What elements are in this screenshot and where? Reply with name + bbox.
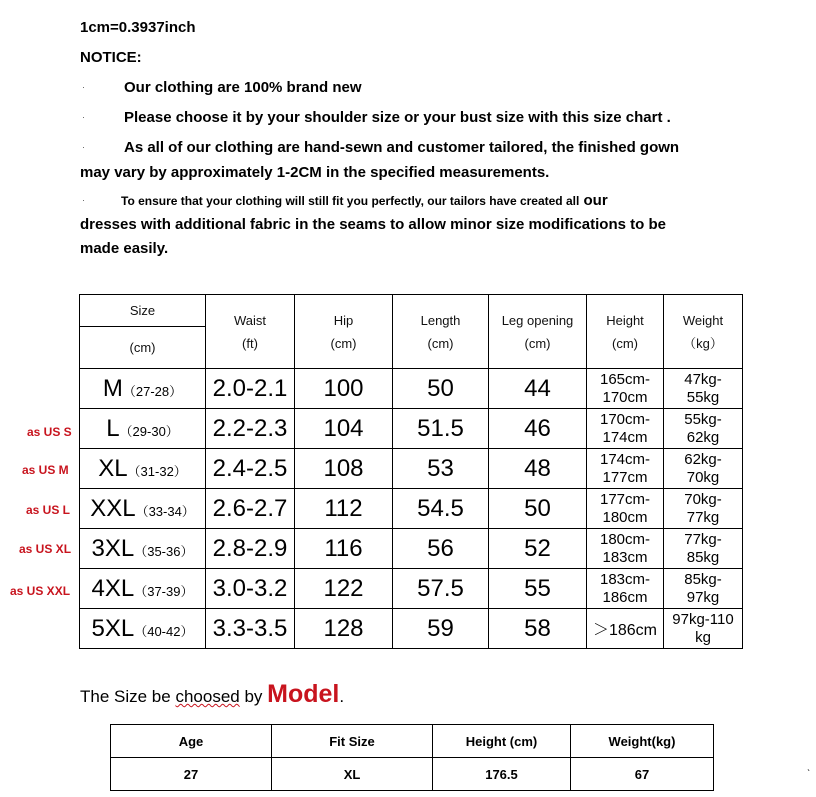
notice-line-1: Our clothing are 100% brand new [124,79,362,96]
us-size-label: as US XL [19,542,72,556]
bullet: · [82,142,85,152]
waist-cell: 2.8-2.9 [206,529,295,569]
height-cell [587,369,664,409]
height-to: 170cm [602,388,648,406]
us-size-label: as US XXL [10,584,71,598]
notice-line-4a-small: To ensure that your clothing will still fit you perfectly, our tailors have created all [121,194,580,208]
height-to: 186cm [602,588,648,606]
us-size-label: as US L [26,503,71,517]
leg-opening-cell: 44 [489,369,587,409]
weight-to: 55kg [686,388,720,406]
height-from: 170cm- [599,410,651,428]
height-cell [587,409,664,449]
weight-from: 55kg- [684,410,722,428]
length-cell: 56 [393,529,489,569]
weight-cell [664,569,743,609]
header-leg-unit: (cm) [524,335,551,351]
header-waist [206,295,295,369]
model-intro-b: choosed [175,687,240,706]
size-row [80,489,743,529]
weight-to: kg [695,628,711,646]
size-cell [80,449,206,489]
header-leg-opening [489,295,587,369]
size-value: M [102,374,123,402]
length-cell: 53 [393,449,489,489]
height-cell [587,609,664,649]
size-value: L [106,414,120,442]
size-row [80,529,743,569]
length-cell: 59 [393,609,489,649]
header-hip-unit: (cm) [330,335,357,351]
size-waist-range: （37-39） [134,583,194,599]
weight-from: 62kg- [684,450,722,468]
model-header-cell: Weight(kg) [571,725,714,758]
size-waist-range: （27-28） [122,383,183,399]
model-header-cell: Height (cm) [433,725,571,758]
size-value: 5XL [91,614,135,642]
size-cell [80,409,206,449]
header-length [393,295,489,369]
notice-line-4b: dresses with additional fabric in the seams to allow minor size modifications to be [80,216,666,233]
notice-line-4a [121,192,608,209]
model-table [110,724,714,791]
size-row [80,369,743,409]
model-value-row [111,758,714,791]
weight-from: 47kg- [684,370,722,388]
us-size-label: as US M [22,463,69,477]
bullet: · [82,195,85,205]
height-from: 165cm- [599,370,651,388]
height-cell [587,489,664,529]
leg-opening-cell: 48 [489,449,587,489]
height-from: 174cm- [599,450,651,468]
weight-to: 70kg [686,468,720,486]
size-chart-table [79,294,743,649]
leg-opening-cell: 55 [489,569,587,609]
height-to: 174cm [602,428,648,446]
header-weight-unit: （kg） [683,335,723,351]
waist-cell: 2.6-2.7 [206,489,295,529]
notice-line-2: Please choose it by your shoulder size or your bust size with this size chart . [124,109,671,126]
header-length-label: Length [420,312,461,328]
weight-cell [664,609,743,649]
model-header-cell: Age [111,725,272,758]
model-value-cell: 27 [111,758,272,791]
length-cell: 57.5 [393,569,489,609]
weight-cell [664,369,743,409]
weight-to: 85kg [686,548,720,566]
height-to: 183cm [602,548,648,566]
hip-cell: 112 [295,489,393,529]
size-row [80,449,743,489]
hip-cell: 122 [295,569,393,609]
size-value: XXL [90,494,136,522]
header-leg-label: Leg opening [501,312,574,328]
header-waist-label: Waist [233,312,267,328]
height-from: ＞186cm [592,622,658,639]
height-to: 180cm [602,508,648,526]
length-cell: 51.5 [393,409,489,449]
header-weight [664,295,743,369]
hip-cell: 108 [295,449,393,489]
height-from: 177cm- [599,490,651,508]
leg-opening-cell: 50 [489,489,587,529]
notice-line-3a: As all of our clothing are hand-sewn and customer tailored, the finished gown [124,139,680,156]
header-height [587,295,664,369]
height-cell [587,449,664,489]
size-value: XL [98,454,128,482]
conversion-note: 1cm=0.3937inch [80,19,196,36]
hip-cell: 128 [295,609,393,649]
weight-cell [664,409,743,449]
size-waist-range: （33-34） [135,503,195,519]
size-waist-range: （40-42） [134,623,194,639]
model-intro-c: by [239,687,268,706]
model-value-cell: 176.5 [433,758,571,791]
height-to: 177cm [602,468,648,486]
size-chart-header-row [80,295,743,369]
weight-cell [664,529,743,569]
size-row [80,569,743,609]
size-waist-range: （35-36） [134,543,194,559]
size-cell [80,569,206,609]
size-row [80,609,743,649]
hip-cell: 116 [295,529,393,569]
size-value: 4XL [91,574,135,602]
height-cell [587,529,664,569]
waist-cell: 3.0-3.2 [206,569,295,609]
model-intro-word: Model [267,680,340,708]
weight-to: 97kg [686,588,720,606]
header-size-unit: (cm) [129,340,156,355]
header-height-label: Height [606,312,644,328]
waist-cell: 2.4-2.5 [206,449,295,489]
bullet: · [82,112,85,122]
model-intro-a: The Size be [80,687,176,706]
model-value-cell: 67 [571,758,714,791]
weight-from: 70kg- [684,490,722,508]
header-length-unit: (cm) [427,335,454,351]
hip-cell: 100 [295,369,393,409]
us-size-label: as US S [27,425,72,439]
size-row [80,409,743,449]
leg-opening-cell: 52 [489,529,587,569]
weight-to: 77kg [686,508,720,526]
size-value: 3XL [91,534,135,562]
leg-opening-cell: 58 [489,609,587,649]
height-from: 183cm- [599,570,651,588]
weight-to: 62kg [686,428,720,446]
model-header-cell: Fit Size [272,725,433,758]
height-cell [587,569,664,609]
size-waist-range: （31-32） [127,463,187,479]
weight-cell [664,449,743,489]
header-height-unit: (cm) [612,335,638,351]
model-value-cell: XL [272,758,433,791]
weight-cell [664,489,743,529]
hip-cell: 104 [295,409,393,449]
size-cell [80,609,206,649]
weight-from: 85kg- [684,570,722,588]
waist-cell: 2.2-2.3 [206,409,295,449]
size-cell [80,489,206,529]
notice-line-4c: made easily. [80,240,169,257]
weight-from: 97kg-110 [672,610,734,628]
header-size-label: Size [80,295,205,327]
leg-opening-cell: 46 [489,409,587,449]
waist-cell: 3.3-3.5 [206,609,295,649]
size-cell [80,529,206,569]
weight-from: 77kg- [684,530,722,548]
header-size [80,295,206,369]
notice-line-4a-big: our [579,192,608,209]
notice-line-3b: may vary by approximately 1-2CM in the specified measurements. [80,164,550,181]
size-waist-range: （29-30） [119,423,179,439]
waist-cell: 2.0-2.1 [206,369,295,409]
header-hip [295,295,393,369]
height-from: 180cm- [599,530,651,548]
header-waist-unit: (ft) [242,335,258,351]
header-weight-label: Weight [682,312,724,328]
length-cell: 54.5 [393,489,489,529]
header-hip-label: Hip [333,312,354,328]
model-intro [80,680,344,709]
model-intro-end: . [339,687,345,706]
size-cell [80,369,206,409]
model-header-row [111,725,714,758]
bullet: · [82,82,85,92]
length-cell: 50 [393,369,489,409]
corner-mark: ˋ [807,769,811,780]
notice-heading: NOTICE: [80,49,142,66]
